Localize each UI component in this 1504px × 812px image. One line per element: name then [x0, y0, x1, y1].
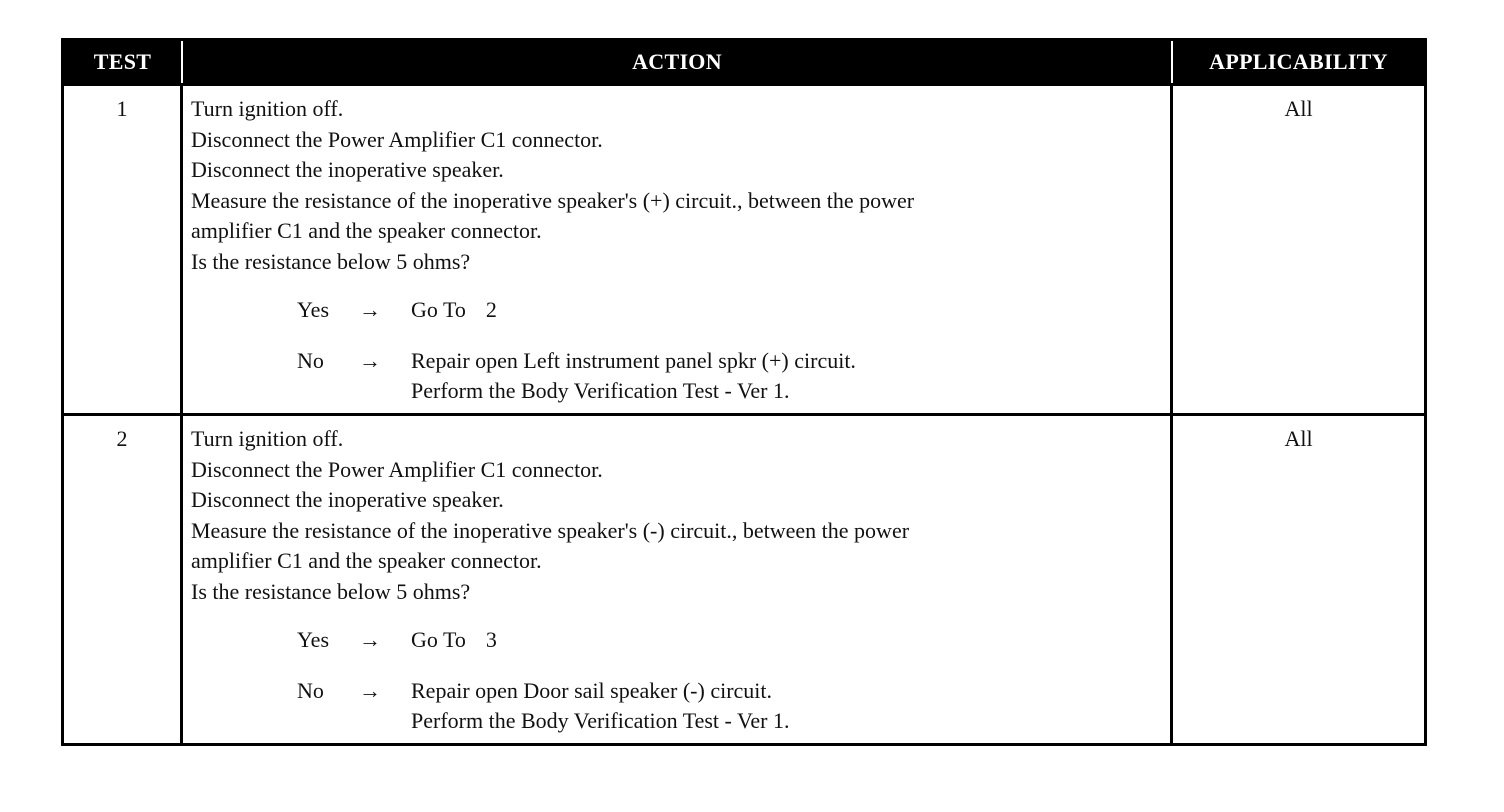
no-result: [411, 346, 856, 407]
no-result-line: Perform the Body Verification Test - Ver 1.: [411, 708, 790, 733]
action-step: Is the resistance below 5 ohms?: [191, 578, 471, 604]
goto-number: 3: [485, 627, 497, 652]
diagnostic-table: [61, 38, 1427, 746]
action-step: Turn ignition off.: [191, 96, 344, 121]
no-outcome: [297, 346, 1170, 407]
action-step: Disconnect the Power Amplifier C1 connector.: [191, 126, 603, 152]
test-number: 1: [64, 86, 183, 413]
header-action: ACTION: [183, 41, 1173, 83]
action-step: Disconnect the inoperative speaker.: [191, 487, 504, 512]
header-test: TEST: [64, 41, 183, 83]
no-result: [411, 676, 790, 737]
yes-result: [411, 295, 497, 326]
action-step: Turn ignition off.: [191, 426, 344, 451]
goto-label: Go To: [411, 627, 466, 652]
action-step: Measure the resistance of the inoperative speaker's (+) circuit., between the power: [191, 187, 915, 213]
goto-label: Go To: [411, 297, 466, 322]
action-step: amplifier C1 and the speaker connector.: [191, 548, 542, 573]
arrow-icon: →: [359, 677, 381, 703]
action-step: Disconnect the inoperative speaker.: [191, 157, 504, 182]
no-outcome: [297, 676, 1170, 737]
yes-label: Yes: [297, 627, 330, 652]
test-number: 2: [64, 416, 183, 743]
action-cell: [183, 86, 1173, 413]
no-label: No: [297, 677, 324, 703]
no-label: No: [297, 347, 324, 373]
table-row: [64, 413, 1424, 743]
action-step: amplifier C1 and the speaker connector.: [191, 218, 542, 243]
applicability-cell: All: [1284, 426, 1313, 451]
applicability-cell: All: [1284, 96, 1313, 121]
table-header: [64, 41, 1424, 83]
no-result-line: Repair open Door sail speaker (-) circuit.: [411, 677, 773, 703]
arrow-icon: →: [359, 297, 381, 322]
action-step: Is the resistance below 5 ohms?: [191, 248, 471, 274]
yes-result: [411, 625, 497, 656]
action-cell: [183, 416, 1173, 743]
yes-label: Yes: [297, 297, 330, 322]
table-row: [64, 83, 1424, 413]
goto-number: 2: [485, 297, 497, 322]
header-applicability: APPLICABILITY: [1209, 49, 1388, 74]
action-step: Disconnect the Power Amplifier C1 connector.: [191, 456, 603, 482]
yes-outcome: [297, 625, 1170, 656]
arrow-icon: →: [359, 627, 381, 652]
no-result-line: Repair open Left instrument panel spkr (+) circuit.: [411, 347, 856, 373]
arrow-icon: →: [359, 347, 381, 373]
no-result-line: Perform the Body Verification Test - Ver 1.: [411, 378, 790, 403]
action-step: Measure the resistance of the inoperative speaker's (-) circuit., between the power: [191, 517, 910, 543]
yes-outcome: [297, 295, 1170, 326]
